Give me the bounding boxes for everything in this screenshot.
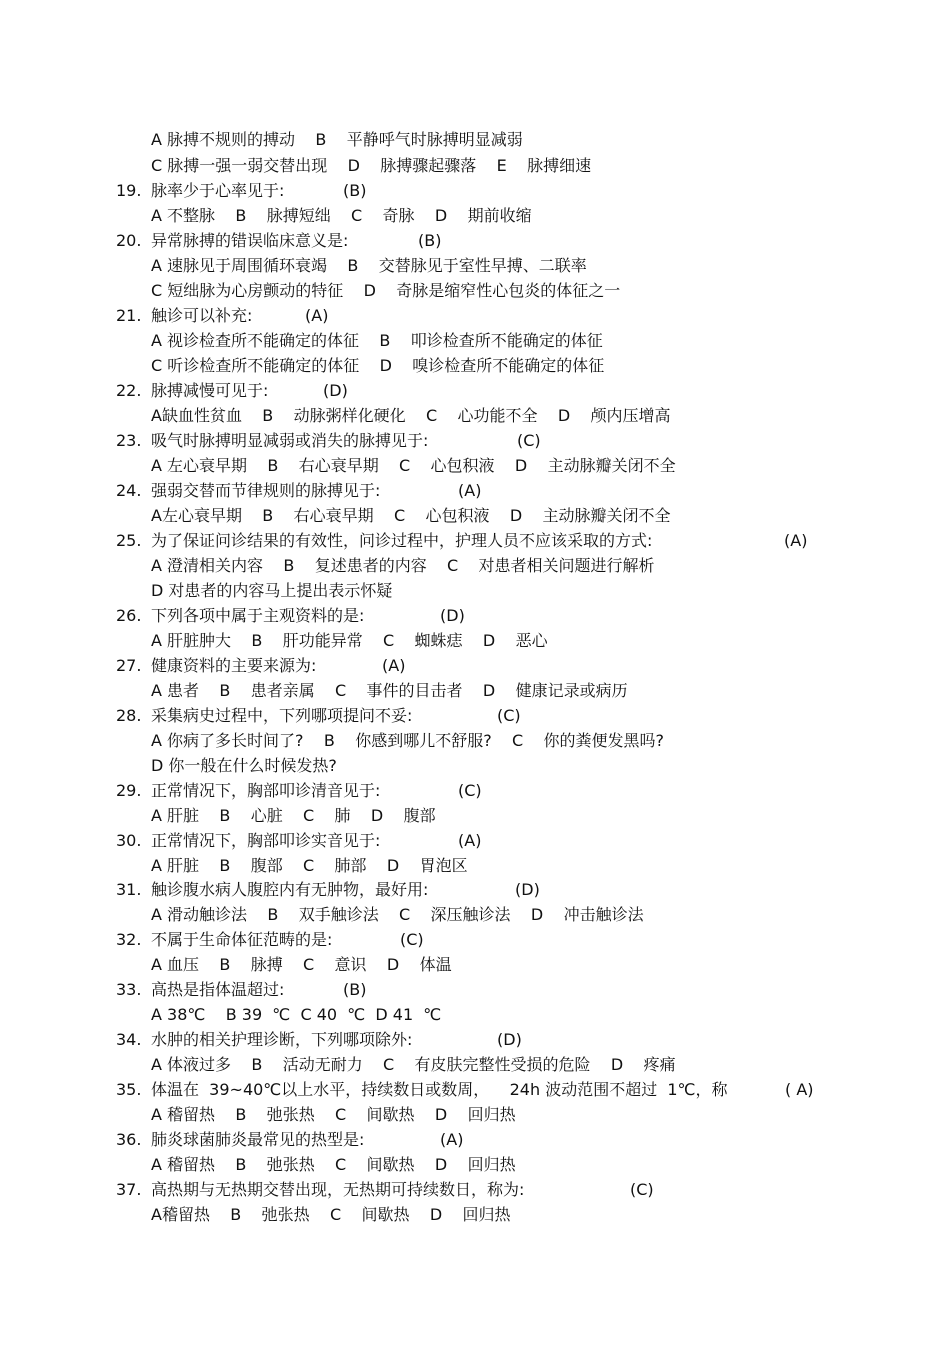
question-number: 32. (116, 930, 142, 949)
option-line: D 对患者的内容马上提出表示怀疑 (151, 581, 393, 600)
question-text: 下列各项中属于主观资料的是: (151, 606, 365, 625)
answer-key: (C) (630, 1180, 654, 1199)
option-line: A 滑动触诊法 B 双手触诊法 C 深压触诊法 D 冲击触诊法 (151, 905, 644, 924)
answer-key: (D) (440, 606, 465, 625)
question-number: 36. (116, 1130, 142, 1149)
answer-key: (A) (382, 656, 406, 675)
question-text: 肺炎球菌肺炎最常见的热型是: (151, 1130, 365, 1149)
question-number: 27. (116, 656, 142, 675)
option-line: A 体液过多 B 活动无耐力 C 有皮肤完整性受损的危险 D 疼痛 (151, 1055, 676, 1074)
option-line: A缺血性贫血 B 动脉粥样化硬化 C 心功能不全 D 颅内压增高 (151, 406, 671, 425)
answer-key: (B) (418, 231, 442, 250)
question-number: 28. (116, 706, 142, 725)
option-line: A 肝脏 B 心脏 C 肺 D 腹部 (151, 806, 436, 825)
answer-key: (B) (343, 181, 367, 200)
option-line: A 患者 B 患者亲属 C 事件的目击者 D 健康记录或病历 (151, 681, 628, 700)
option-line: A 你病了多长时间了? B 你感到哪儿不舒服? C 你的粪便发黑吗? (151, 731, 665, 750)
question-number: 35. (116, 1080, 142, 1099)
question-text: 触诊腹水病人腹腔内有无肿物，最好用: (151, 880, 429, 899)
question-text: 采集病史过程中，下列哪项提问不妥: (151, 706, 413, 725)
answer-key: (A) (458, 831, 482, 850)
option-line: A 稽留热 B 弛张热 C 间歇热 D 回归热 (151, 1155, 516, 1174)
answer-key: (A) (440, 1130, 464, 1149)
option-line: C 短绌脉为心房颤动的特征 D 奇脉是缩窄性心包炎的体征之一 (151, 281, 621, 300)
option-line: A 肝脏肿大 B 肝功能异常 C 蜘蛛痣 D 恶心 (151, 631, 548, 650)
option-line: A稽留热 B 弛张热 C 间歇热 D 回归热 (151, 1205, 511, 1224)
question-text: 正常情况下，胸部叩诊实音见于: (151, 831, 381, 850)
option-line: A 速脉见于周围循环衰竭 B 交替脉见于室性早搏、二联率 (151, 256, 587, 275)
question-text: 为了保证问诊结果的有效性，问诊过程中，护理人员不应该采取的方式: (151, 531, 653, 550)
question-number: 26. (116, 606, 142, 625)
question-number: 34. (116, 1030, 142, 1049)
question-number: 31. (116, 880, 142, 899)
answer-key: ( A) (785, 1080, 814, 1099)
option-line: C 听诊检查所不能确定的体征 D 嗅诊检查所不能确定的体征 (151, 356, 605, 375)
option-line: A 血压 B 脉搏 C 意识 D 体温 (151, 955, 452, 974)
option-line: A 不整脉 B 脉搏短绌 C 奇脉 D 期前收缩 (151, 206, 532, 225)
answer-key: (B) (343, 980, 367, 999)
answer-key: (D) (497, 1030, 522, 1049)
question-text: 水肿的相关护理诊断，下列哪项除外: (151, 1030, 413, 1049)
question-text: 吸气时脉搏明显减弱或消失的脉搏见于: (151, 431, 429, 450)
answer-key: (C) (497, 706, 521, 725)
question-number: 29. (116, 781, 142, 800)
question-number: 37. (116, 1180, 142, 1199)
answer-key: (D) (515, 880, 540, 899)
question-number: 33. (116, 980, 142, 999)
question-number: 22. (116, 381, 142, 400)
answer-key: (D) (323, 381, 348, 400)
option-line: A 脉搏不规则的搏动 B 平静呼气时脉搏明显减弱 (151, 130, 523, 149)
question-text: 脉率少于心率见于: (151, 181, 285, 200)
question-number: 21. (116, 306, 142, 325)
question-text: 脉搏减慢可见于: (151, 381, 269, 400)
question-number: 24. (116, 481, 142, 500)
answer-key: (C) (458, 781, 482, 800)
question-text: 正常情况下，胸部叩诊清音见于: (151, 781, 381, 800)
question-text: 触诊可以补充: (151, 306, 253, 325)
answer-key: (C) (400, 930, 424, 949)
option-line: D 你一般在什么时候发热? (151, 756, 337, 775)
question-text: 体温在 39~40℃以上水平，持续数日或数周， 24h 波动范围不超过 1℃，称 (151, 1080, 728, 1099)
question-number: 30. (116, 831, 142, 850)
option-line: A左心衰早期 B 右心衰早期 C 心包积液 D 主动脉瓣关闭不全 (151, 506, 671, 525)
question-number: 20. (116, 231, 142, 250)
answer-key: (A) (458, 481, 482, 500)
question-number: 23. (116, 431, 142, 450)
option-line: A 视诊检查所不能确定的体征 B 叩诊检查所不能确定的体征 (151, 331, 603, 350)
option-line: C 脉搏一强一弱交替出现 D 脉搏骤起骤落 E 脉搏细速 (151, 156, 592, 175)
option-line: A 38℃ B 39 ℃ C 40 ℃ D 41 ℃ (151, 1005, 442, 1024)
question-text: 不属于生命体征范畴的是: (151, 930, 333, 949)
answer-key: (A) (305, 306, 329, 325)
option-line: A 稽留热 B 弛张热 C 间歇热 D 回归热 (151, 1105, 516, 1124)
question-text: 强弱交替而节律规则的脉搏见于: (151, 481, 381, 500)
answer-key: (C) (517, 431, 541, 450)
option-line: A 澄清相关内容 B 复述患者的内容 C 对患者相关问题进行解析 (151, 556, 655, 575)
question-text: 高热期与无热期交替出现，无热期可持续数日，称为: (151, 1180, 525, 1199)
question-text: 高热是指体温超过: (151, 980, 285, 999)
question-text: 健康资料的主要来源为: (151, 656, 317, 675)
option-line: A 左心衰早期 B 右心衰早期 C 心包积液 D 主动脉瓣关闭不全 (151, 456, 676, 475)
option-line: A 肝脏 B 腹部 C 肺部 D 胃泡区 (151, 856, 468, 875)
question-number: 19. (116, 181, 142, 200)
answer-key: (A) (784, 531, 808, 550)
question-text: 异常脉搏的错误临床意义是: (151, 231, 349, 250)
question-number: 25. (116, 531, 142, 550)
